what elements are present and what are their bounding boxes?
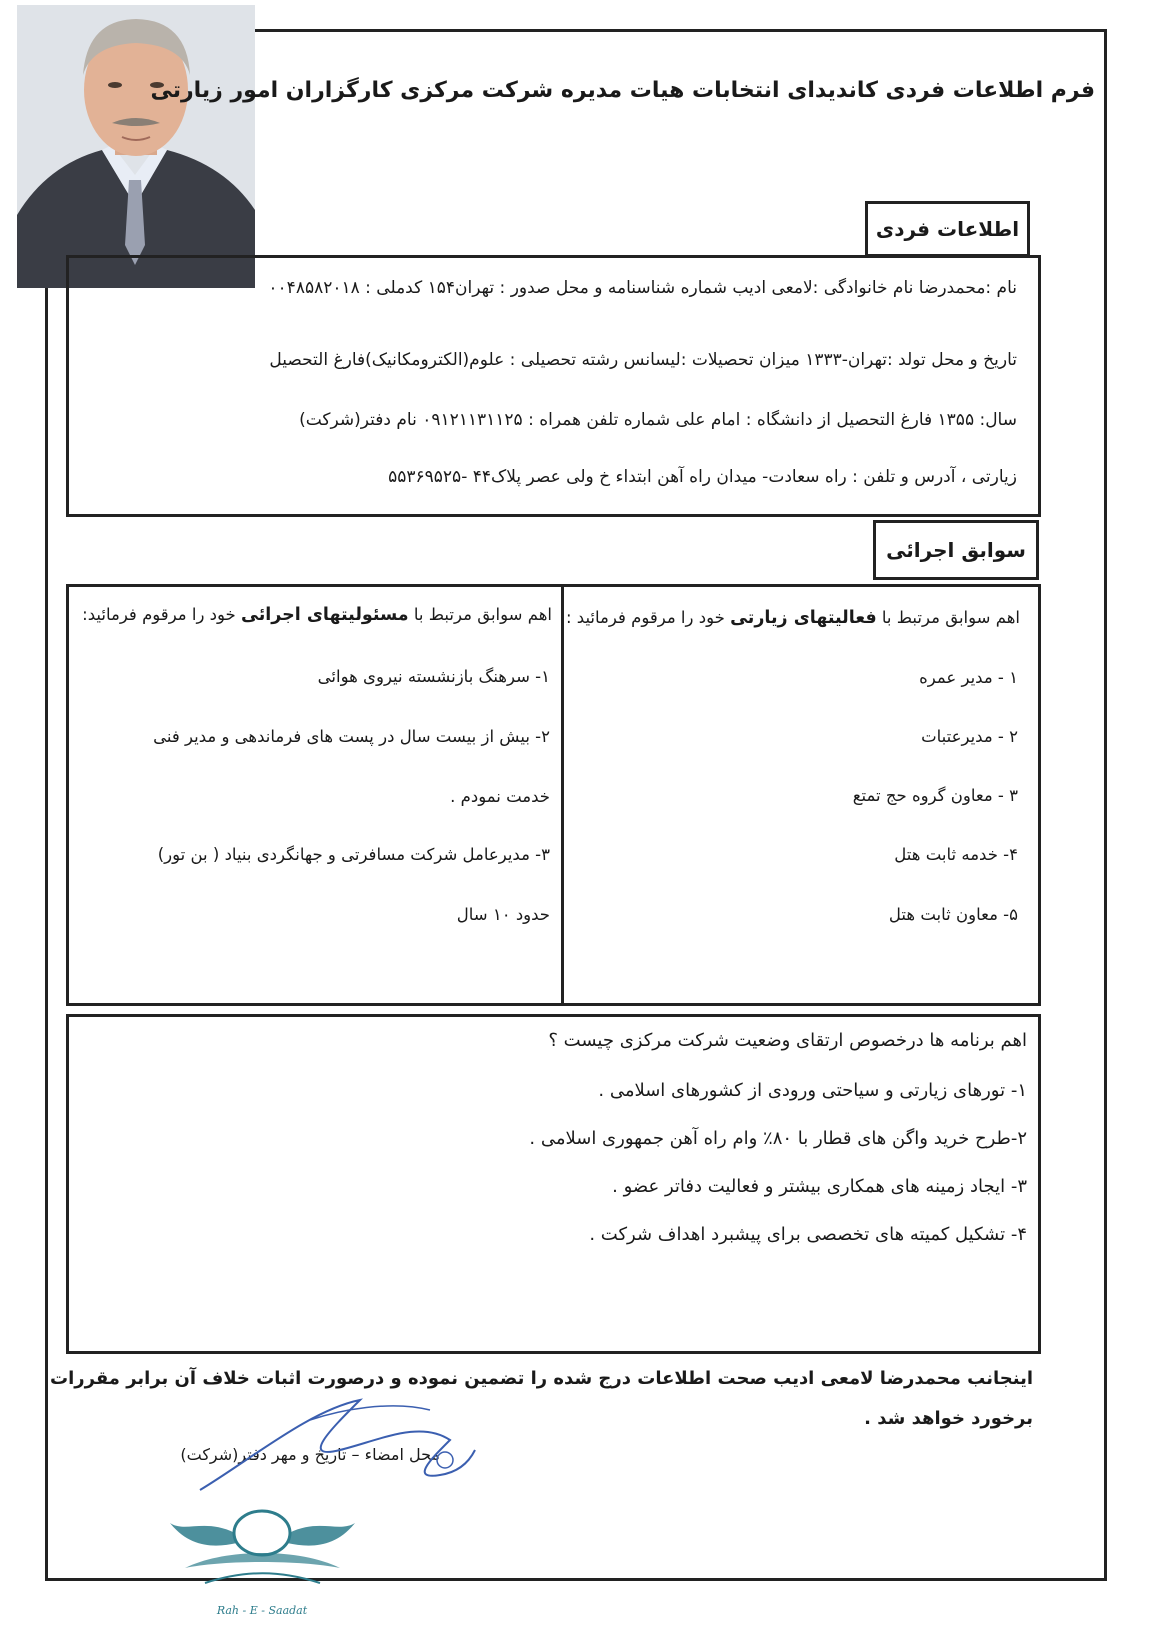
plans-question: اهم برنامه ها درخصوص ارتقای وضعیت شرکت مرکزی چیست ؟ (548, 1030, 1027, 1051)
executive-item: حدود ۱۰ سال (456, 905, 550, 924)
pilgrimage-item: ۲ - مدیرعتبات (921, 727, 1018, 746)
plan-item: ۳- ایجاد زمینه های همکاری بیشتر و فعالیت دفاتر عضو . (612, 1176, 1027, 1197)
personal-info-label: اطلاعات فردی (865, 201, 1030, 257)
declaration-line-2: برخورد خواهد شد . (864, 1408, 1033, 1429)
pilgrimage-item: ۱ - مدیر عمره (919, 668, 1018, 687)
heading-pre: اهم سوابق مرتبط با (413, 605, 552, 624)
pilgrimage-activities-heading (566, 608, 1020, 628)
form-title: فرم اطلاعات فردی کاندیدای انتخابات هیات مدیره شرکت مرکزی کارگزاران امور زیارتی (150, 78, 1095, 103)
pilgrimage-item: ۳ - معاون گروه حج تمتع (852, 786, 1018, 805)
plan-item: ۲-طرح خرید واگن های قطار با ۸۰٪ وام راه آهن جمهوری اسلامی . (529, 1128, 1027, 1149)
column-divider (561, 584, 564, 1006)
heading-bold: فعالیتهای زیارتی (730, 608, 877, 628)
declaration-line-1: اینجانب محمدرضا لامعی ادیب صحت اطلاعات درج شده را تضمین نموده و درصورت اثبات خلاف آن برابر مقررات (50, 1368, 1033, 1389)
candidate-photo (17, 5, 255, 288)
personal-info-line-2: تاریخ و محل تولد :تهران-۱۳۳۳ میزان تحصیلات :لیسانس رشته تحصیلی : علوم(الکترومکانیک)فارغ التحصیل (269, 350, 1017, 370)
executive-duties-heading (82, 605, 552, 625)
heading-bold: مسئولیتهای اجرائی (241, 605, 409, 625)
pilgrimage-item: ۵- معاون ثابت هتل (888, 905, 1018, 924)
heading-post: خود را مرقوم فرمائید: (82, 605, 236, 624)
stamp-text: Rah - E - Saadat (216, 1604, 308, 1617)
pilgrimage-item: ۴- خدمه ثابت هتل (894, 845, 1018, 864)
heading-pre: اهم سوابق مرتبط با (881, 608, 1020, 627)
personal-info-line-3: سال: ۱۳۵۵ فارغ التحصیل از دانشگاه : امام علی شماره تلفن همراه : ۰۹۱۲۱۱۳۱۱۲۵ نام دفتر(شرکت) (299, 410, 1017, 430)
executive-item: ۲- بیش از بیست سال در پست های فرماندهی و مدیر فنی (153, 727, 550, 746)
personal-info-line-1: نام :محمدرضا نام خانوادگی :لامعی ادیب شماره شناسنامه و محل صدور : تهران۱۵۴ کدملی : ۰۰۴۸۵۸۲۰۱۸ (268, 278, 1017, 298)
executive-item: ۱- سرهنگ بازنشسته نیروی هوائی (317, 667, 550, 686)
executive-item: خدمت نمودم . (450, 787, 550, 806)
executive-records-label: سوابق اجرائی (873, 520, 1039, 580)
heading-post: خود را مرقوم فرمائید : (565, 608, 725, 627)
company-stamp-icon (165, 1488, 360, 1623)
personal-info-line-4: زیارتی ، آدرس و تلفن : راه سعادت- میدان راه آهن ابتداء خ ولی عصر پلاک۴۴ -۵۵۳۶۹۵۲۵ (388, 467, 1017, 487)
plan-item: ۴- تشکیل کمیته های تخصصی برای پیشبرد اهداف شرکت . (589, 1224, 1027, 1245)
executive-item: ۳- مدیرعامل شرکت مسافرتی و جهانگردی بنیاد ( بن تور) (157, 845, 550, 864)
signature-icon (190, 1380, 480, 1500)
signature-label: محل امضاء – تاریخ و مهر دفتر(شرکت) (180, 1445, 440, 1464)
plan-item: ۱- تورهای زیارتی و سیاحتی ورودی از کشورهای اسلامی . (598, 1080, 1027, 1101)
